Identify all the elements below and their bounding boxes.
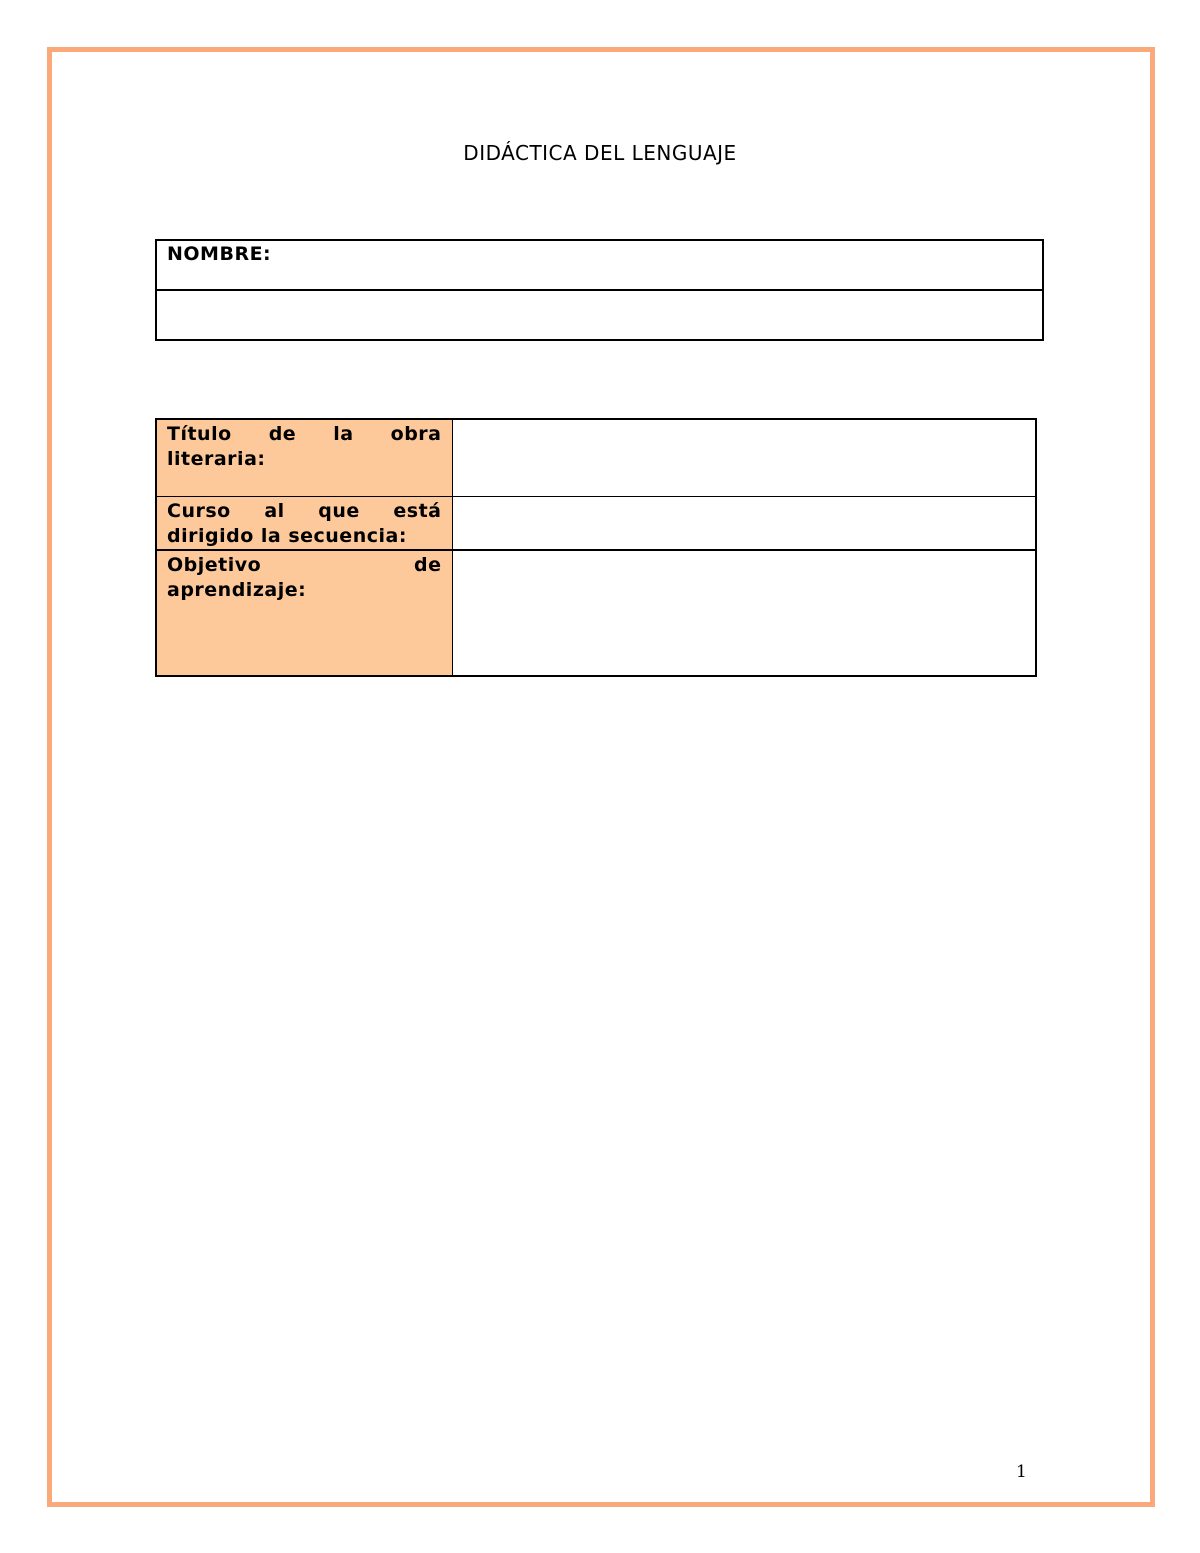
page-number: 1	[1016, 1462, 1027, 1482]
table-row	[156, 550, 1036, 676]
course-label: Curso al que está dirigido la secuencia:	[156, 496, 452, 550]
page-title: DIDÁCTICA DEL LENGUAJE	[463, 141, 737, 165]
title-value-field[interactable]	[452, 419, 1036, 496]
blank-row	[156, 290, 1043, 340]
course-value-field[interactable]	[452, 496, 1036, 550]
blank-field[interactable]	[156, 290, 1043, 340]
objective-value-field[interactable]	[452, 550, 1036, 676]
table-row	[156, 419, 1036, 496]
table-row	[156, 496, 1036, 550]
name-row	[156, 240, 1043, 290]
name-label: NOMBRE:	[156, 240, 1043, 290]
info-table	[155, 418, 1037, 677]
name-table	[155, 239, 1044, 341]
title-label: Título de la obra literaria:	[156, 419, 452, 496]
objective-label: Objetivo de aprendizaje:	[156, 550, 452, 676]
